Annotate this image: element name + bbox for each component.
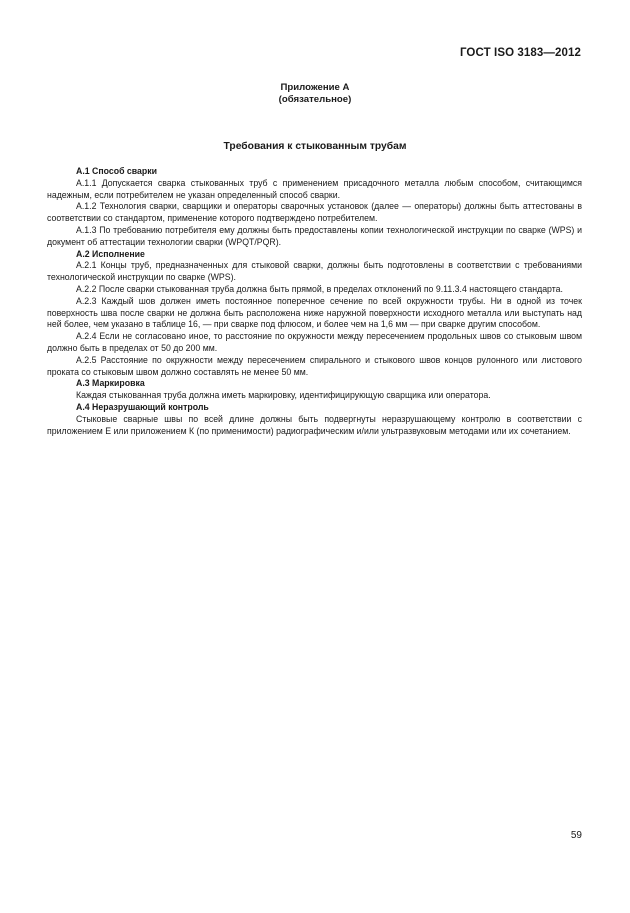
subsection-heading: А.4 Неразрушающий контроль <box>76 401 209 412</box>
section-title: Требования к стыкованным трубам <box>223 141 407 152</box>
subsection-heading: А.3 Маркировка <box>76 378 145 389</box>
paragraph: А.2.3 Каждый шов должен иметь постоянное поперечное сечение по всей окружности трубы. Ни в одной из точек поверхность шва после сварки не должна быть расположена ниже наружной поверхности исходного металла или выступать над ней более, чем указано в таблице 16, — при сварке под флюсом, и более чем на 1,6 мм — при сварке другим способом. <box>47 295 582 330</box>
paragraph: Стыковые сварные швы по всей длине должны быть подвергнуты неразрушающему контролю в соответствии с приложением Е или приложением К (по применимости) радиографическим и/или ультразвуковым методами или их сочетанием. <box>47 413 582 436</box>
paragraph: А.2.2 После сварки стыкованная труба должна быть прямой, в пределах отклонений по 9.11.3.4 настоящего стандарта. <box>76 283 563 294</box>
paragraph: А.1.1 Допускается сварка стыкованных труб с применением присадочного металла любым способом, считающимся надежным, если потребителем не указан определенный способ сварки. <box>47 177 582 200</box>
appendix-status: (обязательное) <box>278 94 352 105</box>
paragraph: А.1.2 Технология сварки, сварщики и операторы сварочных установок (далее — операторы) должны быть аттестованы в соответствии со стандартом, применение которого подтверждено потребителем. <box>47 201 582 224</box>
appendix-title: Приложение А <box>280 82 350 93</box>
body-text <box>47 166 582 437</box>
paragraph: А.2.5 Расстояние по окружности между пересечением спирального и стыкового швов концов рулонного или листового проката со стыковым швом должно составлять не менее 50 мм. <box>47 354 582 377</box>
subsection-heading: А.2 Исполнение <box>76 248 145 259</box>
page-number: 59 <box>570 830 582 841</box>
paragraph: А.2.4 Если не согласовано иное, то расстояние по окружности между пересечением продольных швов со стыковым швом должно быть в пределах от 50 до 200 мм. <box>47 331 582 353</box>
paragraph: А.1.3 По требованию потребителя ему должны быть предоставлены копии технологической инструкции по сварке (WPS) и документ об аттестации технологии сварки (WPQT/PQR). <box>47 224 582 247</box>
subsection-heading: А.1 Способ сварки <box>76 166 158 176</box>
paragraph: А.2.1 Концы труб, предназначенных для стыковой сварки, должны быть подготовлены в соответствии с требованиями технологической инструкции по сварке (WPS). <box>47 260 582 283</box>
paragraph: Каждая стыкованная труба должна иметь маркировку, идентифицирующую сварщика или оператора. <box>76 390 491 401</box>
document-identifier: ГОСТ ISO 3183—2012 <box>459 47 581 59</box>
